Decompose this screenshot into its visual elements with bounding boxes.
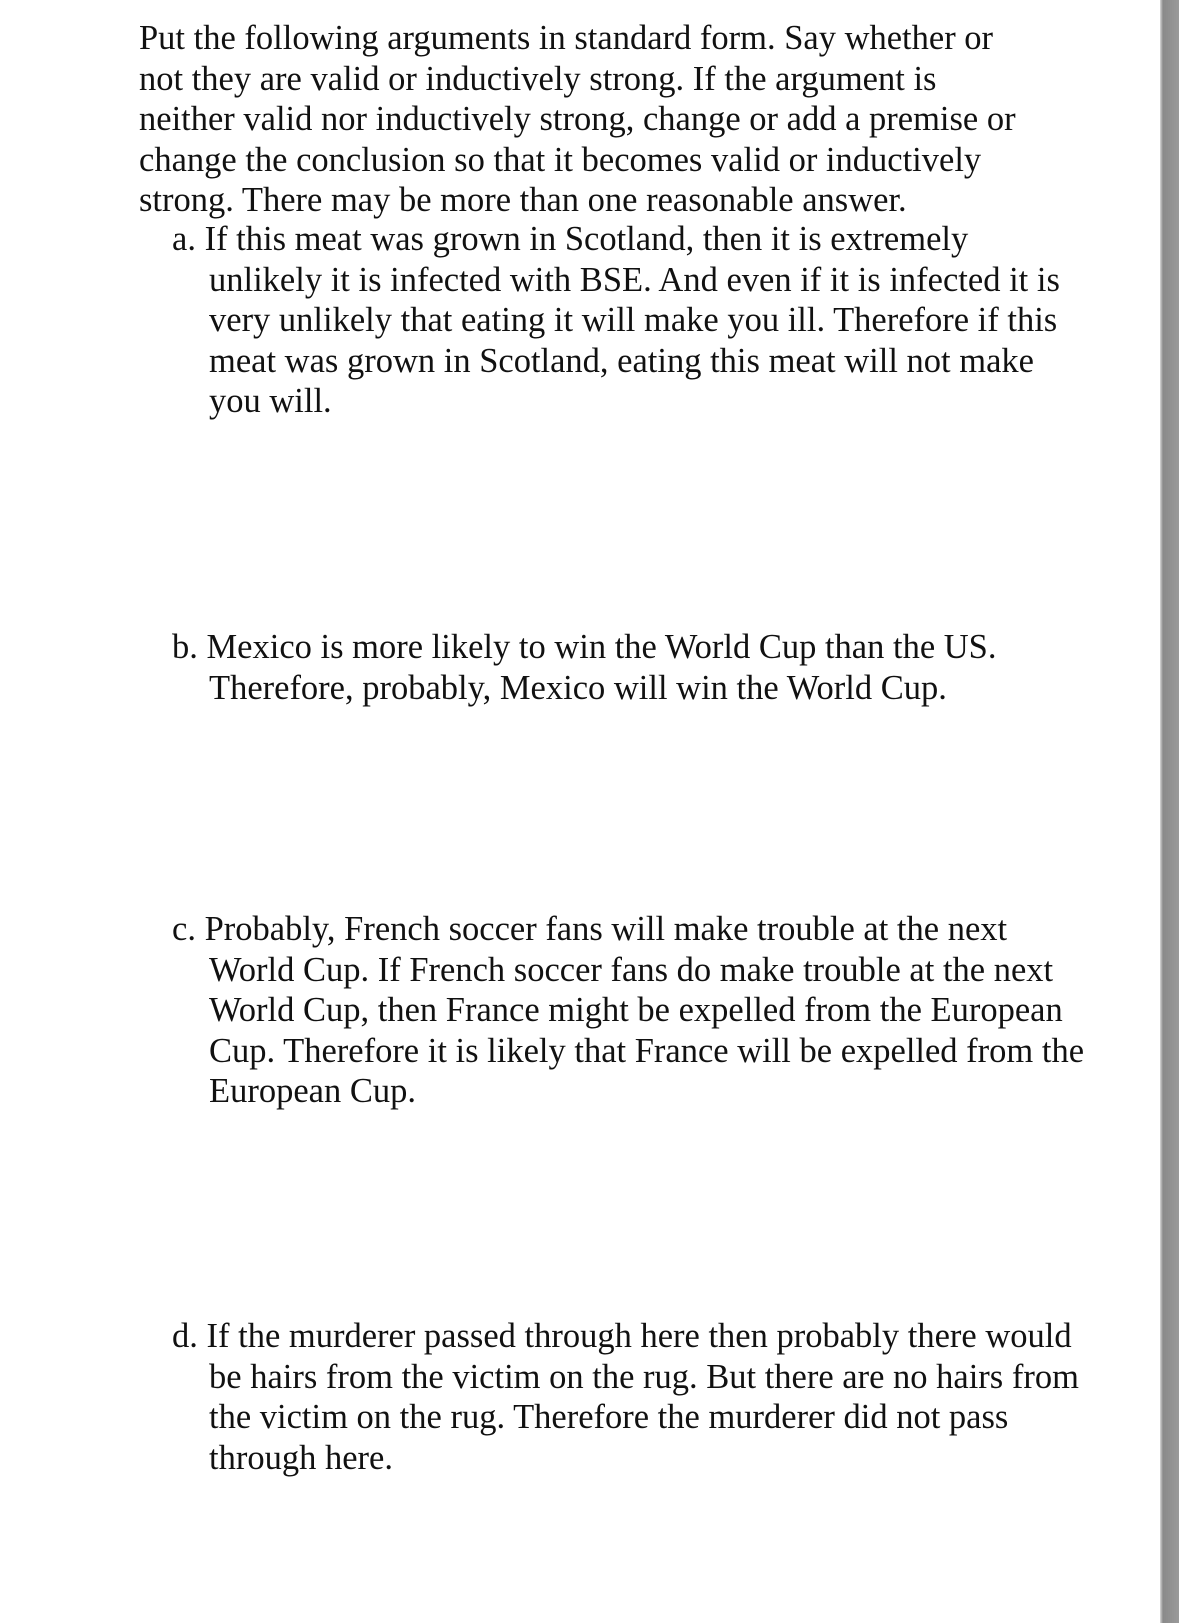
item-text: If the murderer passed through here then probably there would be hairs from the victim on the rug. But there are no hairs from the victim on the rug. Therefore the murderer did not pass through here.: [206, 1317, 1079, 1477]
item-marker: a.: [172, 220, 205, 258]
item-text: Probably, French soccer fans will make trouble at the next World Cup. If French soccer fans do make trouble at the next World Cup, then France might be expelled from the European Cup. Therefore it is likely that France will be expelled from the European Cup.: [204, 910, 1085, 1110]
item-text: If this meat was grown in Scotland, then it is extremely unlikely it is infected with BSE. And even if it is infected it is very unlikely that eating it will make you ill. Therefore if this meat was grown in Scotland, eating this meat will not make you will.: [204, 220, 1060, 420]
item-marker: c.: [172, 910, 205, 948]
item-marker: b.: [172, 628, 207, 666]
item-marker: d.: [172, 1317, 207, 1355]
item-text: Mexico is more likely to win the World Cup than the US. Therefore, probably, Mexico will win the World Cup.: [206, 628, 997, 707]
window-edge-scrollbar[interactable]: [1160, 0, 1179, 1623]
argument-item-c: [172, 909, 1089, 1112]
instructions-paragraph: Put the following arguments in standard form. Say whether or not they are valid or inductively strong. If the argument is neither valid nor inductively strong, change or add a premise or change the conclusion so that it becomes valid or inductively strong. There may be more than one reasonable answer.: [139, 19, 1016, 219]
argument-item-d: [172, 1316, 1089, 1478]
argument-item-a: [172, 219, 1089, 422]
argument-item-b: [172, 627, 1089, 708]
